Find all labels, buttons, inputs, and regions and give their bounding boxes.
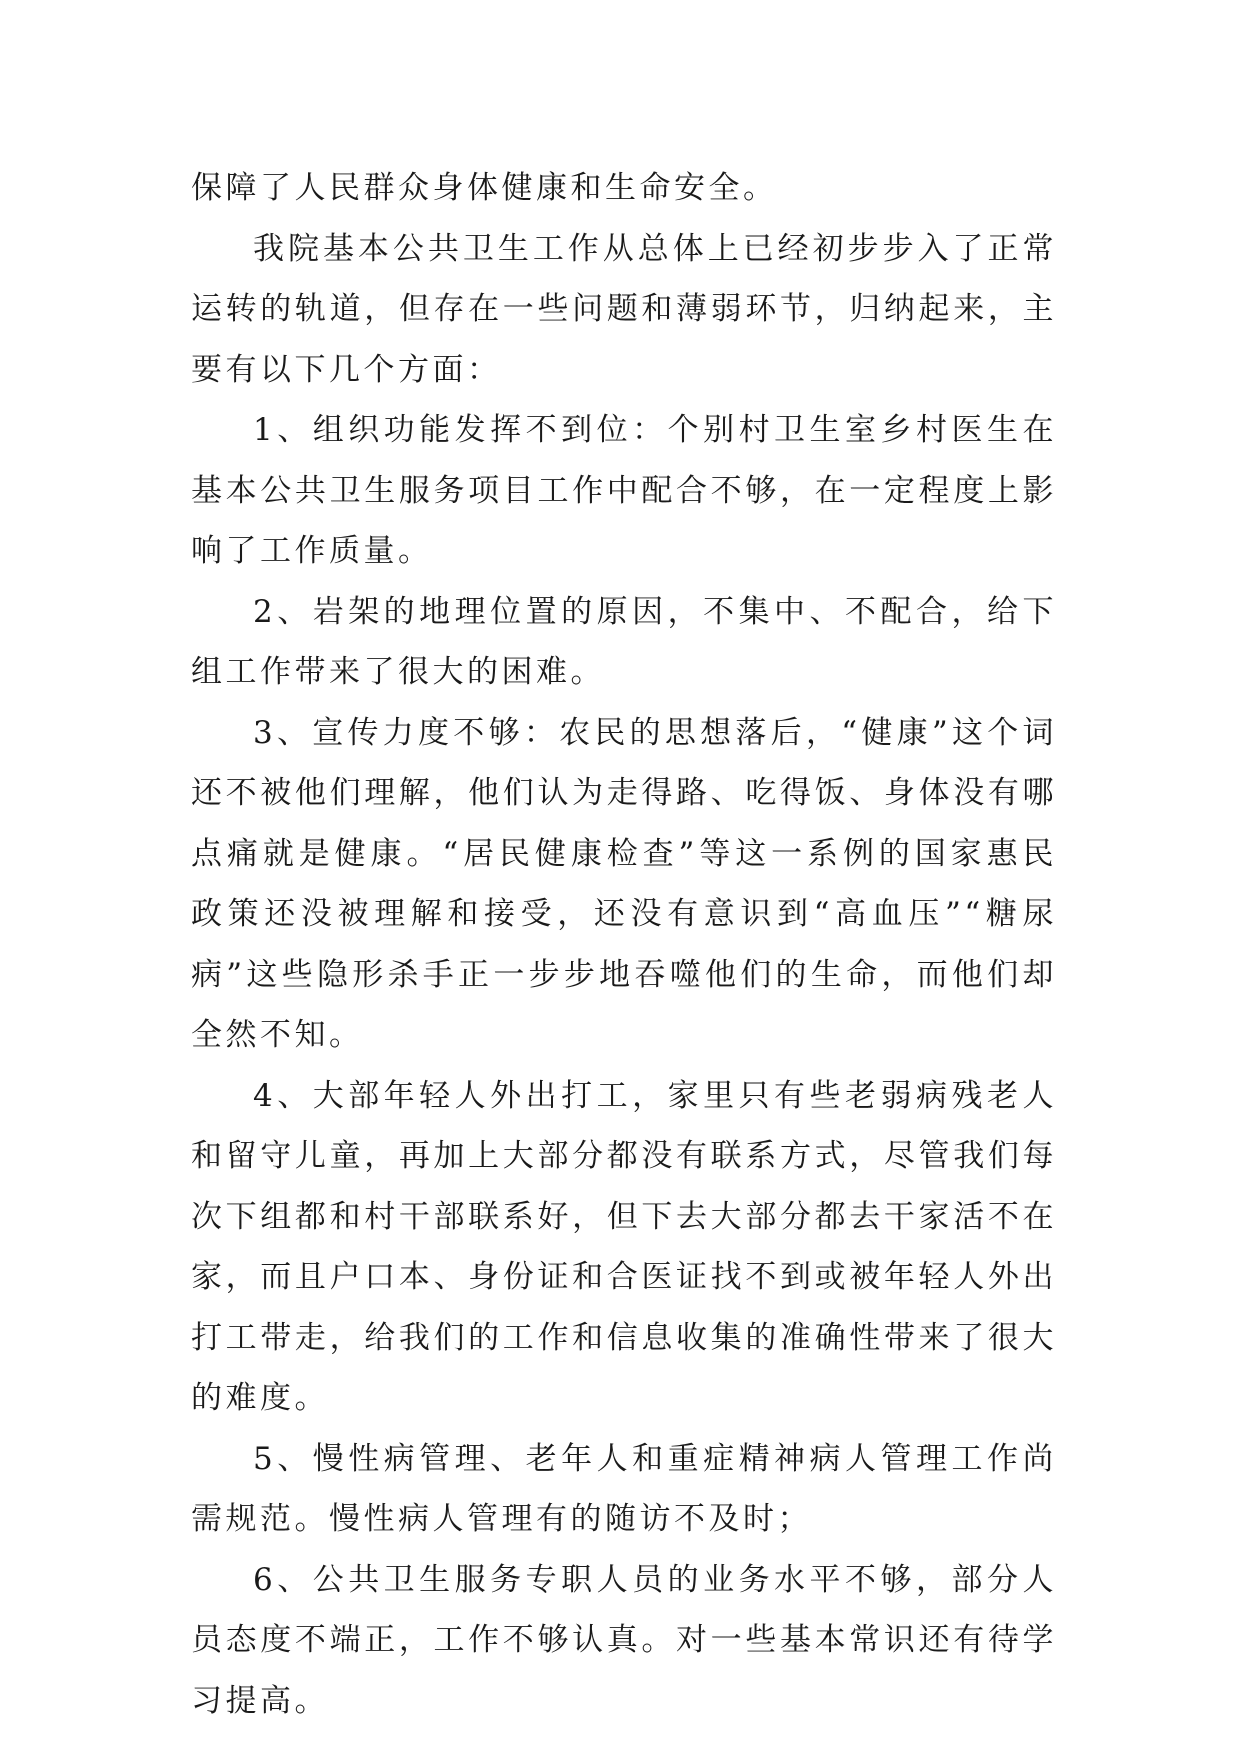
paragraph-item-6: 6、公共卫生服务专职人员的业务水平不够，部分人员态度不端正，工作不够认真。对一些基本常识还有待学习提高。 [191, 1561, 1057, 1719]
paragraph-intro: 我院基本公共卫生工作从总体上已经初步步入了正常运转的轨道，但存在一些问题和薄弱环节，归纳起来，主要有以下几个方面： [191, 230, 1057, 388]
paragraph-item-1: 1、组织功能发挥不到位：个别村卫生室乡村医生在基本公共卫生服务项目工作中配合不够，在一定程度上影响了工作质量。 [191, 412, 1057, 569]
paragraph-item-3: 3、宣传力度不够：农民的思想落后，“健康”这个词还不被他们理解，他们认为走得路、吃得饭、身体没有哪点痛就是健康。“居民健康检查”等这一系例的国家惠民政策还没被理解和接受，还没有意识到“高血压”“糖尿病”这些隐形杀手正一步步地吞噬他们的生命，而他们却全然不知。 [191, 714, 1057, 1053]
paragraph-item-5: 5、慢性病管理、老年人和重症精神病人管理工作尚需规范。慢性病人管理有的随访不及时； [191, 1440, 1057, 1537]
paragraph-item-4: 4、大部年轻人外出打工，家里只有些老弱病残老人和留守儿童，再加上大部分都没有联系方式，尽管我们每次下组都和村干部联系好，但下去大部分都去干家活不在家，而且户口本、身份证和合医证找不到或被年轻人外出打工带走，给我们的工作和信息收集的准确性带来了很大的难度。 [191, 1077, 1057, 1416]
document-body [191, 158, 1057, 1731]
paragraph-item-2: 2、岩架的地理位置的原因，不集中、不配合，给下组工作带来了很大的困难。 [191, 593, 1057, 690]
paragraph-continuation: 保障了人民群众身体健康和生命安全。 [191, 170, 778, 206]
